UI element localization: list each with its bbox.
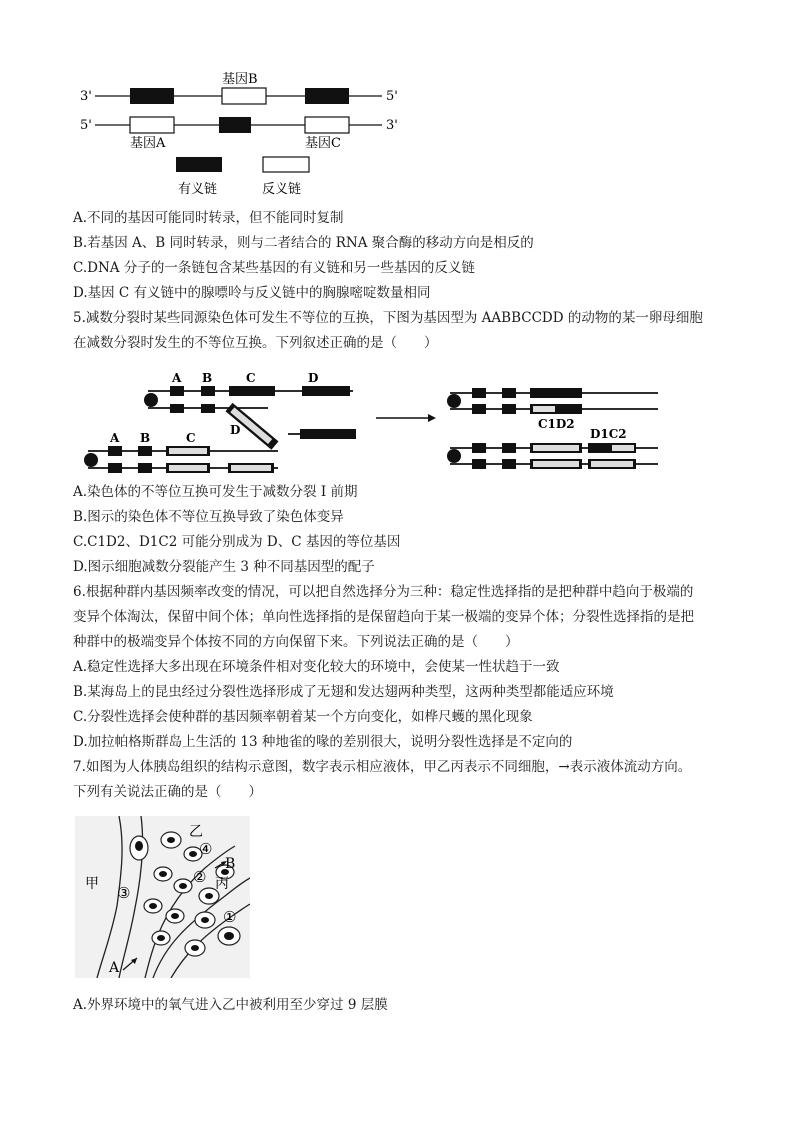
- fig2-label-c1d2: C1D2: [538, 417, 575, 431]
- fig3-label-1: ①: [223, 908, 237, 926]
- legend-antisense-swatch: [263, 157, 309, 172]
- gene-b-box: [222, 88, 266, 104]
- islet-tissue-figure: [75, 816, 250, 978]
- q6-option-a: A.稳定性选择大多出现在环境条件相对变化较大的环境中，会使某一性状趋于一致: [73, 659, 560, 675]
- gene-a-box: [130, 117, 174, 133]
- fig2-label-d1: D: [308, 371, 319, 385]
- label-5prime-top: 5': [386, 89, 398, 104]
- q4-option-c: C.DNA 分子的一条链包含某些基因的有义链和另一些基因的反义链: [73, 260, 475, 276]
- bottom-sense-box: [219, 117, 251, 133]
- fig2-label-b2: B: [140, 431, 151, 445]
- label-5prime-bottom: 5': [80, 118, 92, 133]
- fig2-label-d2: D: [230, 423, 241, 437]
- legend-sense-label: 有义链: [178, 182, 218, 197]
- q7-stem-line1: 7.如图为人体胰岛组织的结构示意图，数字表示相应液体，甲乙丙表示不同细胞，→表示液体流动方向。: [73, 759, 692, 775]
- fig2-label-b1: B: [202, 371, 213, 385]
- centromere-1: [144, 393, 158, 407]
- q5-option-b: B.图示的染色体不等位互换导致了染色体变异: [73, 509, 344, 525]
- gene-a-label: 基因A: [130, 136, 166, 151]
- fig3-label-2: ②: [193, 868, 207, 886]
- q5-option-c: C.C1D2、D1C2 可能分别成为 D、C 基因的等位基因: [73, 534, 401, 550]
- label-3prime-top: 3': [80, 89, 92, 104]
- q6-option-c: C.分裂性选择会使种群的基因频率朝着某一个方向变化，如桦尺蠖的黑化现象: [73, 709, 533, 725]
- gene-b-label: 基因B: [222, 72, 258, 87]
- fig2-label-a2: A: [110, 431, 120, 445]
- fig3-label-b: B: [225, 856, 236, 872]
- fig3-label-jia: 甲: [85, 876, 99, 892]
- q6-option-d: D.加拉帕格斯群岛上生活的 13 种地雀的喙的差别很大，说明分裂性选择是不定向的: [73, 734, 573, 750]
- centromere-2: [84, 453, 98, 467]
- fig3-label-a: A: [109, 960, 120, 976]
- top-sense-box-2: [305, 88, 349, 104]
- fig3-label-yi: 乙: [189, 824, 203, 840]
- legend-sense-swatch: [176, 157, 222, 172]
- fig3-label-bing: 丙: [215, 876, 229, 892]
- q6-stem-line2: 变异个体淘汰，保留中间个体；单向性选择指的是保留趋向于某一极端的变异个体；分裂性选择指的是把: [73, 609, 694, 625]
- q7-stem-line2: 下列有关说法正确的是（ ）: [73, 784, 262, 800]
- fig2-label-d1c2: D1C2: [590, 427, 627, 441]
- fig3-label-4: ④: [199, 840, 213, 858]
- gene-c-box: [305, 117, 349, 133]
- q5-stem-line1: 5.减数分裂时某些同源染色体可发生不等位的互换，下图为基因型为 AABBCCDD 的动物的某一卵母细胞: [73, 310, 703, 326]
- q5-option-a: A.染色体的不等位互换可发生于减数分裂 I 前期: [73, 484, 358, 500]
- unequal-crossover-figure: [78, 364, 668, 476]
- fig2-label-c1: C: [246, 371, 256, 385]
- fig2-label-c2: C: [186, 431, 196, 445]
- top-sense-box-1: [130, 88, 174, 104]
- q5-option-d: D.图示细胞减数分裂能产生 3 种不同基因型的配子: [73, 559, 375, 575]
- q4-option-a: A.不同的基因可能同时转录，但不能同时复制: [73, 210, 344, 226]
- legend-antisense-label: 反义链: [262, 182, 302, 197]
- gene-c-label: 基因C: [305, 136, 341, 151]
- q4-option-b: B.若基因 A、B 同时转录，则与二者结合的 RNA 聚合酶的移动方向是相反的: [73, 235, 534, 251]
- q6-stem-line1: 6.根据种群内基因频率改变的情况，可以把自然选择分为三种：稳定性选择指的是把种群中趋向于极端的: [73, 584, 694, 600]
- gene-strand-figure: [70, 68, 410, 200]
- q4-option-d: D.基因 C 有义链中的腺嘌呤与反义链中的胸腺嘧啶数量相同: [73, 285, 431, 301]
- q6-option-b: B.某海岛上的昆虫经过分裂性选择形成了无翅和发达翅两种类型，这两种类型都能适应环境: [73, 684, 614, 700]
- fig3-label-3: ③: [117, 884, 131, 902]
- q6-stem-line3: 种群中的极端变异个体按不同的方向保留下来。下列说法正确的是（ ）: [73, 634, 519, 650]
- label-3prime-bottom: 3': [386, 118, 398, 133]
- fig2-label-a1: A: [172, 371, 182, 385]
- q7-option-a: A.外界环境中的氧气进入乙中被利用至少穿过 9 层膜: [73, 997, 388, 1013]
- q5-stem-line2: 在减数分裂时发生的不等位互换。下列叙述正确的是（ ）: [73, 335, 438, 351]
